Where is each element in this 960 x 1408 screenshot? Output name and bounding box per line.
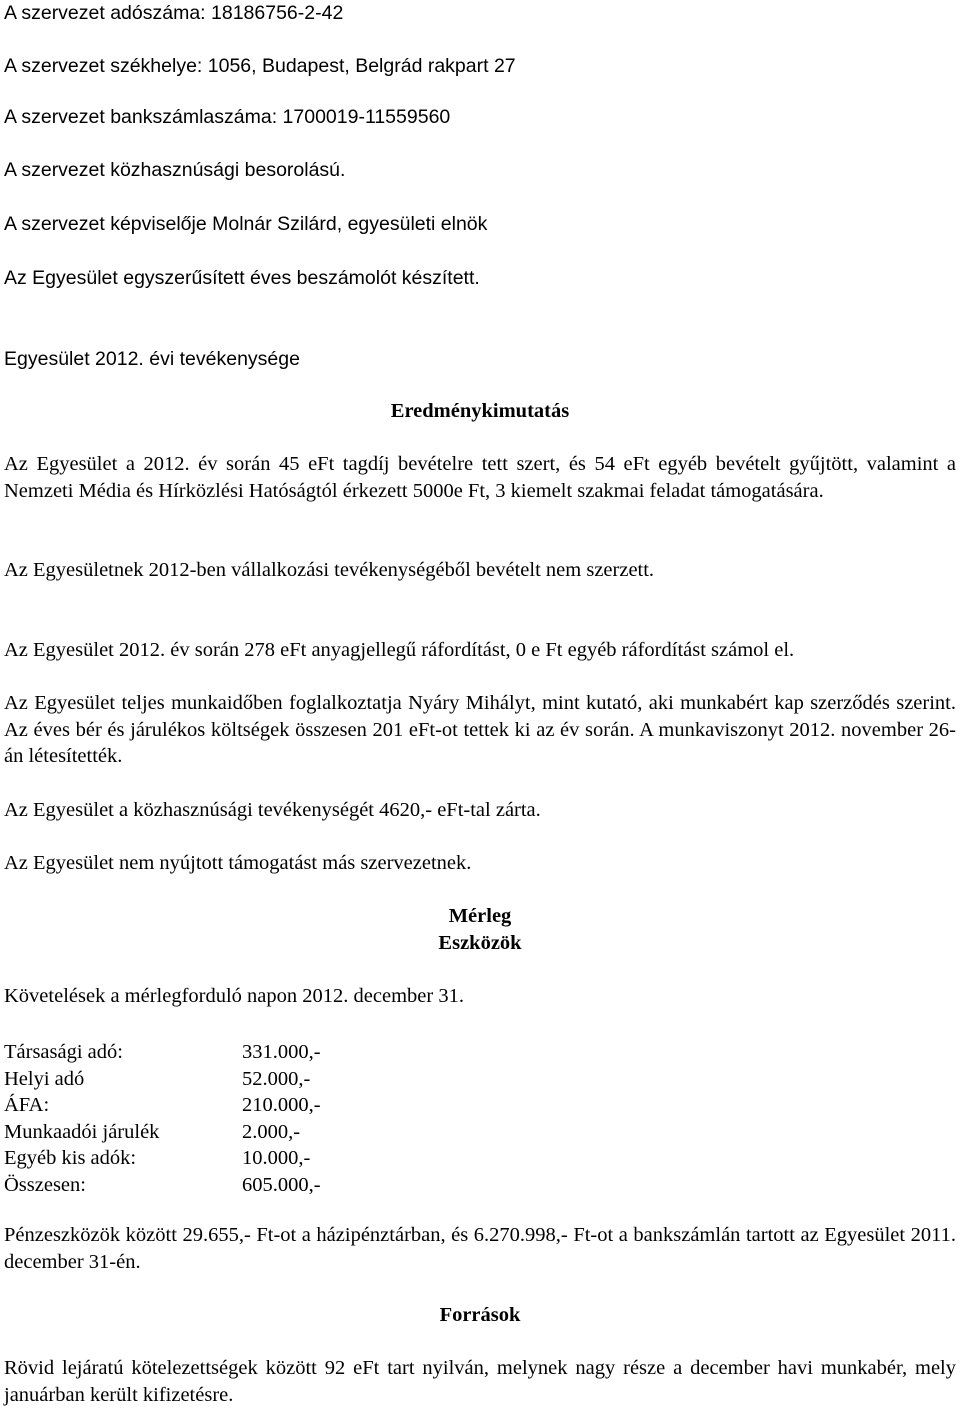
table-row [4, 1066, 321, 1093]
receivable-label: ÁFA: [4, 1094, 50, 1116]
employment-paragraph: Az Egyesület teljes munkaidőben foglalkoztatja Nyáry Mihályt, mint kutató, aki munkabért kap szerződés szerint. Az éves bér és járulékos költségek összesen 201 eFt-ot tettek ki az év során. A munkaviszonyt 2012. november 26-án létesítették. [4, 692, 956, 767]
result-paragraph: Az Egyesület a közhasznúsági tevékenységét 4620,- eFt-tal zárta. [4, 799, 541, 821]
table-row [4, 1039, 321, 1066]
table-row [4, 1172, 321, 1199]
liabilities-paragraph: Rövid lejáratú kötelezettségek között 92 eFt tart nyilván, melynek nagy része a december havi munkabér, mely januárban került kifizetésre. [4, 1357, 956, 1406]
receivable-total-value: 605.000,- [242, 1173, 321, 1196]
receivables-table [4, 1039, 321, 1198]
table-row [4, 1145, 321, 1172]
tax-number-line: A szervezet adószáma: 18186756-2-42 [4, 2, 344, 24]
public-benefit-line: A szervezet közhasznúsági besorolású. [4, 159, 346, 181]
receivable-value: 10.000,- [242, 1147, 311, 1169]
income-statement-heading: Eredménykimutatás [390, 400, 570, 422]
assets-heading: Eszközök [438, 932, 522, 954]
support-paragraph: Az Egyesület nem nyújtott támogatást más szervezetnek. [4, 852, 472, 874]
headquarters-line: A szervezet székhelye: 1056, Budapest, Belgrád rakpart 27 [4, 55, 516, 77]
business-income-paragraph: Az Egyesületnek 2012-ben vállalkozási tevékenységéből bevételt nem szerzett. [4, 559, 655, 581]
receivable-value: 210.000,- [242, 1094, 321, 1116]
report-type-line: Az Egyesület egyszerűsített éves beszámolót készített. [4, 267, 480, 289]
income-paragraph: Az Egyesület a 2012. év során 45 eFt tagdíj bevételre tett szert, és 54 eFt egyéb bevételt gyűjtött, valamint a Nemzeti Média és Hírközlési Hatóságtól érkezett 5000e Ft, 3 kiemelt szakmai feladat támogatására. [4, 453, 956, 502]
receivable-label: Társasági adó: [4, 1041, 123, 1063]
table-row [4, 1092, 321, 1119]
receivable-value: 52.000,- [242, 1067, 311, 1090]
table-row [4, 1119, 321, 1146]
receivable-value: 331.000,- [242, 1041, 321, 1063]
balance-sheet-title: Mérleg [448, 905, 512, 927]
bank-account-line: A szervezet bankszámlaszáma: 1700019-11559560 [4, 106, 451, 128]
receivable-total-label: Összesen: [4, 1173, 86, 1196]
receivable-label: Munkaadói járulék [4, 1120, 160, 1143]
cash-paragraph: Pénzeszközök között 29.655,- Ft-ot a házipénztárban, és 6.270.998,- Ft-ot a bankszámlán tartott az Egyesület 2011. december 31-én. [4, 1224, 956, 1273]
receivable-label: Egyéb kis adók: [4, 1147, 137, 1169]
receivables-intro: Követelések a mérlegforduló napon 2012. december 31. [4, 985, 464, 1007]
activity-title: Egyesület 2012. évi tevékenysége [4, 348, 300, 370]
representative-line: A szervezet képviselője Molnár Szilárd, egyesületi elnök [4, 213, 488, 235]
sources-heading: Források [439, 1304, 521, 1326]
expenses-paragraph: Az Egyesület 2012. év során 278 eFt anyagjellegű ráfordítást, 0 e Ft egyéb ráfordítást számol el. [4, 639, 795, 661]
receivable-label: Helyi adó [4, 1067, 85, 1090]
receivable-value: 2.000,- [242, 1120, 301, 1143]
